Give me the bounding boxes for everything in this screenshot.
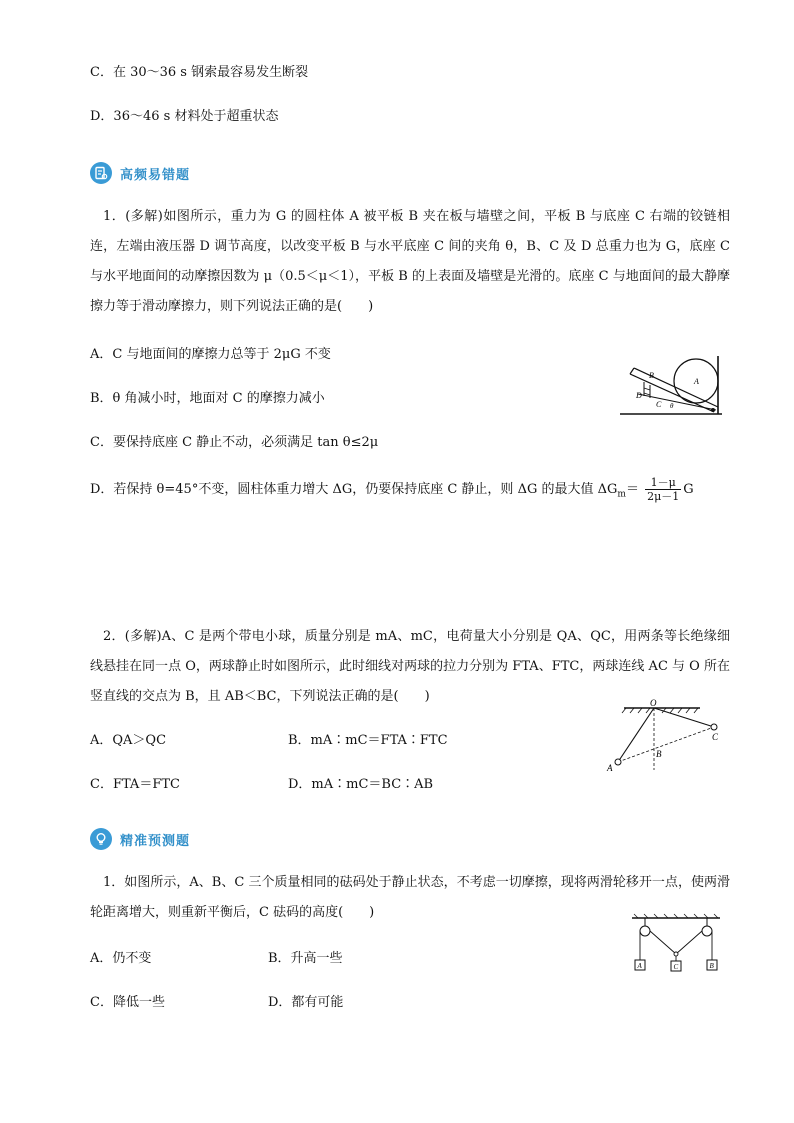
q2-option-b: B．mA∶mC＝FTA∶FTC	[288, 733, 448, 748]
option-d-top: D．36～46 s 材料处于超重状态	[90, 109, 279, 124]
label-theta: θ	[670, 402, 674, 410]
q3-option-b: B．升高一些	[268, 951, 343, 966]
section-header-prediction	[90, 828, 190, 850]
figure-pulleys	[628, 912, 724, 978]
section-title: 精准预测题	[120, 833, 191, 849]
q3-stem: 1．如图所示，A、B、C 三个质量相同的砝码处于静止状态，不考虑一切摩擦，现将两滑轮移开一点，使两滑轮距离增大，则重新平衡后，C 砝码的高度( )	[90, 875, 730, 920]
q2-option-d: D．mA∶mC＝BC∶AB	[288, 777, 434, 792]
label-d: D	[636, 391, 642, 400]
label-a: A	[637, 962, 642, 970]
q1-stem: 1．(多解)如图所示，重力为 G 的圆柱体 A 被平板 B 夹在板与墙壁之间，平板 B 与底座 C 右端的铰链相连，左端由液压器 D 调节高度，以改变平板 B 与水平底座 C 间的夹角 θ，B、C 及 D 总重力也为 G，底座 C 与水平地面间的动摩擦因数为 μ（0.5＜μ＜1），平板 B 的上表面及墙壁是光滑的。底座 C 与地面间的最大静摩擦力等于滑动摩擦力，则下列说法正确的是( )	[90, 209, 730, 314]
q3-option-a: A．仍不变	[90, 951, 152, 966]
label-c: C	[656, 400, 662, 409]
q1-option-a: A．C 与地面间的摩擦力总等于 2μG 不变	[90, 347, 331, 362]
label-c: C	[712, 732, 719, 742]
q3-option-c: C．降低一些	[90, 995, 165, 1010]
q2-option-c: C．FTA＝FTC	[90, 777, 180, 792]
q1-option-c: C．要保持底座 C 静止不动，必须满足 tan θ≤2μ	[90, 435, 379, 450]
label-a: A	[694, 377, 699, 386]
q2-option-a: A．QA＞QC	[90, 733, 167, 748]
figure-cylinder-plate	[618, 352, 724, 418]
option-c-top: C．在 30～36 s 钢索最容易发生断裂	[90, 65, 309, 80]
label-a: A	[607, 763, 613, 773]
label-b: B	[709, 962, 714, 970]
lightbulb-icon	[90, 828, 112, 850]
fraction: $\frac{1-\mu}{2\mu-1}$	[647, 476, 680, 503]
q2-stem: 2．(多解)A、C 是两个带电小球，质量分别是 mA、mC，电荷量大小分别是 QA、QC，用两条等长绝缘细线悬挂在同一点 O，两球静止时如图所示，此时细线对两球的拉力分别为 FTA、FTC，两球连线 AC 与 O 所在竖直线的交点为 B，且 AB＜BC，下列说法正确的是( )	[90, 629, 730, 704]
q1-option-d: D．若保持 θ=45°不变，圆柱体重力增大 ΔG，仍要保持底座 C 静止，则 ΔG 的最大值 $\Delta G_m=$ $\frac{1-\mu}{2\mu-1}$ G	[90, 476, 694, 503]
label-b: B	[649, 371, 654, 380]
figure-charged-balls	[604, 698, 730, 776]
label-c: C	[673, 963, 679, 971]
label-b: B	[656, 749, 662, 759]
label-o: O	[650, 698, 657, 708]
checklist-icon	[90, 162, 112, 184]
q3-option-d: D．都有可能	[268, 995, 344, 1010]
section-title: 高频易错题	[120, 167, 191, 183]
q1-option-b: B．θ 角减小时，地面对 C 的摩擦力减小	[90, 391, 325, 406]
section-header-high-frequency	[90, 162, 190, 184]
